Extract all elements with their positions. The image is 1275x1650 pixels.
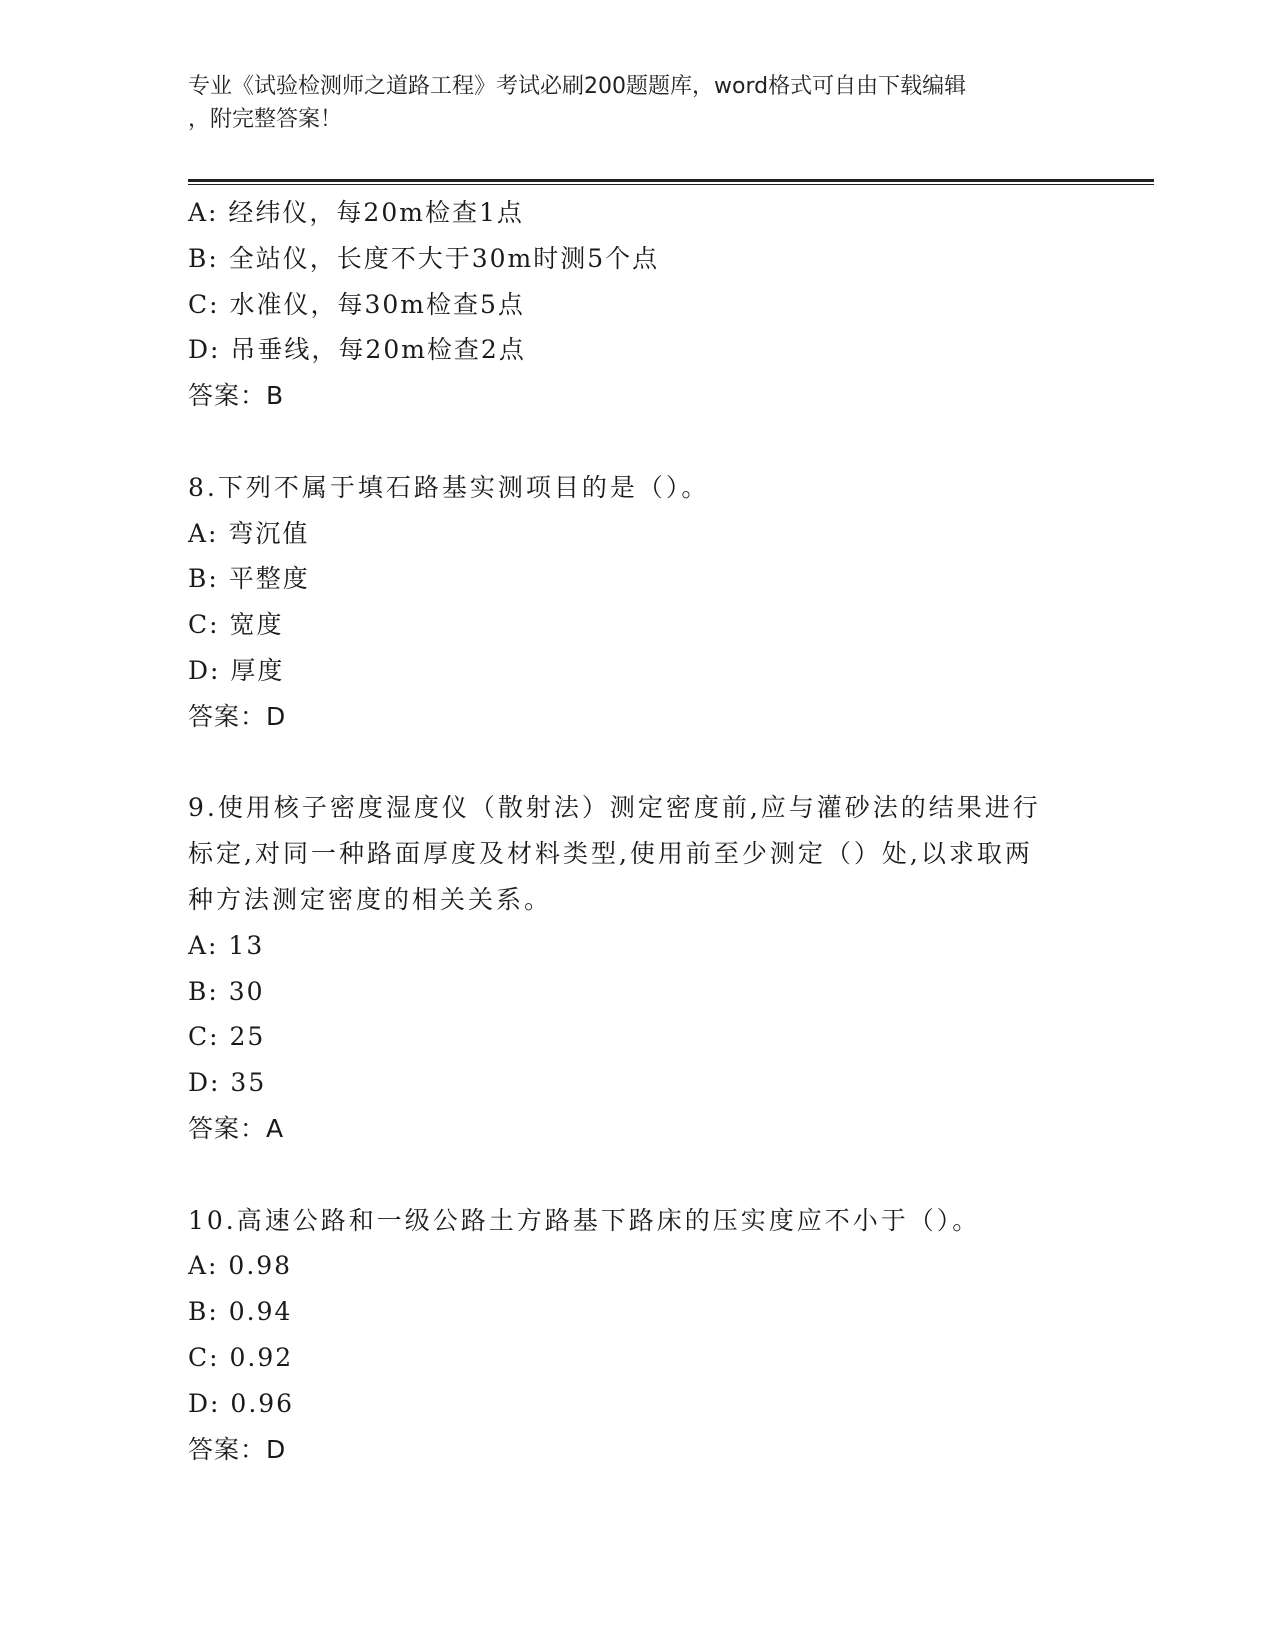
document-header — [188, 70, 1088, 136]
option-d: D: 厚度 — [188, 655, 285, 685]
question-10 — [188, 1198, 1088, 1473]
option-b: B: 0.94 — [188, 1297, 293, 1327]
answer: 答案：A — [188, 1113, 285, 1143]
question-list — [188, 190, 1088, 1472]
option-a: A: 弯沉值 — [188, 518, 310, 548]
answer: 答案：B — [188, 381, 285, 411]
option-c: C: 宽度 — [188, 610, 284, 640]
option-a: A: 0.98 — [188, 1251, 293, 1281]
question-9 — [188, 785, 1088, 1151]
header-rule-thick — [188, 179, 1154, 182]
option-c: C: 0.92 — [188, 1342, 294, 1372]
option-d: D: 吊垂线，每20m检查2点 — [188, 335, 526, 365]
question-stem-line-3: 种方法测定密度的相关关系。 — [188, 884, 553, 914]
question-spacer — [188, 419, 1088, 465]
header-rule-thin — [188, 184, 1154, 185]
question-stem-line-1: 9.使用核子密度湿度仪（散射法）测定密度前,应与灌砂法的结果进行 — [188, 793, 1041, 823]
header-title-line-1: 专业《试验检测师之道路工程》考试必刷200题题库，word格式可自由下载编辑 — [188, 74, 967, 99]
question-stem-line-2: 标定,对同一种路面厚度及材料类型,使用前至少测定（）处,以求取两 — [188, 839, 1033, 869]
question-stem: 10.高速公路和一级公路土方路基下路床的压实度应不小于（）。 — [188, 1205, 981, 1235]
answer: 答案：D — [188, 1434, 287, 1464]
answer: 答案：D — [188, 701, 287, 731]
question-8 — [188, 465, 1088, 740]
option-b: B: 全站仪，长度不大于30m时测5个点 — [188, 243, 660, 273]
header-title-line-2: ，附完整答案！ — [188, 107, 343, 132]
option-b: B: 30 — [188, 976, 265, 1006]
question-spacer — [188, 1152, 1088, 1198]
question-7 — [188, 190, 1088, 419]
option-b: B: 平整度 — [188, 564, 310, 594]
option-c: C: 25 — [188, 1022, 266, 1052]
option-c: C: 水准仪，每30m检查5点 — [188, 289, 525, 319]
question-spacer — [188, 740, 1088, 786]
option-a: A: 经纬仪，每20m检查1点 — [188, 198, 524, 227]
question-stem: 8.下列不属于填石路基实测项目的是（）。 — [188, 472, 710, 502]
option-a: A: 13 — [188, 930, 265, 960]
option-d: D: 35 — [188, 1068, 267, 1098]
option-d: D: 0.96 — [188, 1388, 295, 1418]
